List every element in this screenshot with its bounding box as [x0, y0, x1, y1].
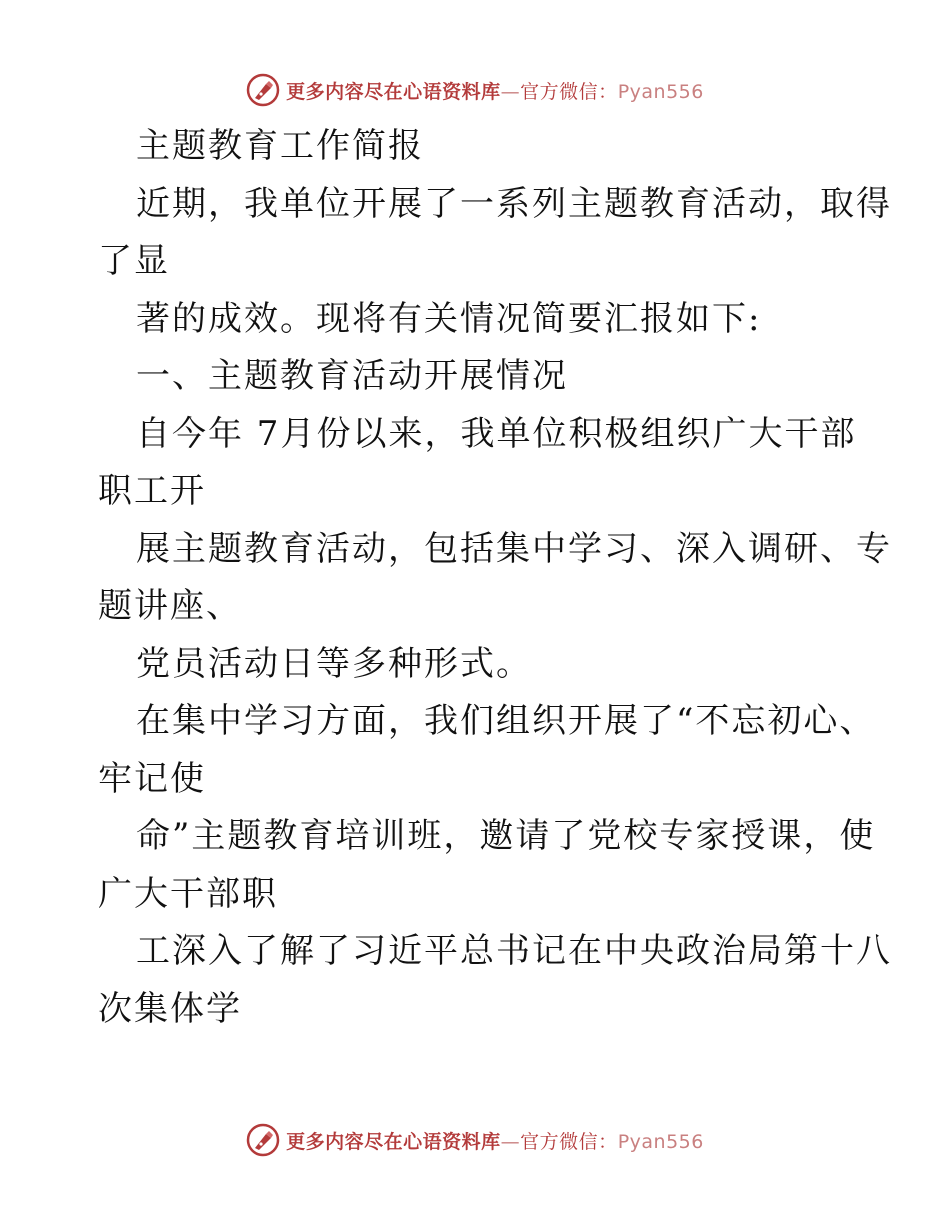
document-body	[98, 118, 892, 1038]
paragraph-line: 题讲座、	[98, 586, 242, 626]
paragraph-line: 次集体学	[98, 988, 242, 1029]
paragraph-line: 自今年 7月份以来，我单位积极组织广大干部	[136, 413, 857, 454]
footer-watermark-banner	[0, 1120, 950, 1160]
watermark-text: 更多内容尽在心语资料库—官方微信：Pyan556	[286, 1130, 704, 1153]
paragraph-line: 工深入了解了习近平总书记在中央政治局第十八	[136, 931, 892, 971]
pen-nib-circle-icon	[246, 1123, 280, 1157]
paragraph-line: 在集中学习方面，我们组织开展了“不忘初心、	[136, 701, 876, 741]
watermark-text: 更多内容尽在心语资料库—官方微信：Pyan556	[286, 80, 704, 103]
paragraph-line: 展主题教育活动，包括集中学习、深入调研、专	[136, 528, 892, 569]
paragraph-line: 职工开	[98, 471, 206, 511]
paragraph-line: 了显	[98, 241, 170, 281]
header-watermark-banner	[0, 70, 950, 110]
section-heading: 一、主题教育活动开展情况	[136, 356, 568, 396]
paragraph-line: 著的成效。现将有关情况简要汇报如下:	[136, 298, 762, 339]
pen-nib-circle-icon	[246, 73, 280, 107]
paragraph-line: 党员活动日等多种形式。	[136, 643, 532, 684]
document-title: 主题教育工作简报	[136, 126, 424, 166]
paragraph-line: 牢记使	[98, 758, 206, 799]
paragraph-line: 近期，我单位开展了一系列主题教育活动，取得	[136, 183, 892, 224]
paragraph-line: 广大干部职	[98, 873, 278, 914]
paragraph-line: 命”主题教育培训班，邀请了党校专家授课，使	[136, 816, 876, 856]
